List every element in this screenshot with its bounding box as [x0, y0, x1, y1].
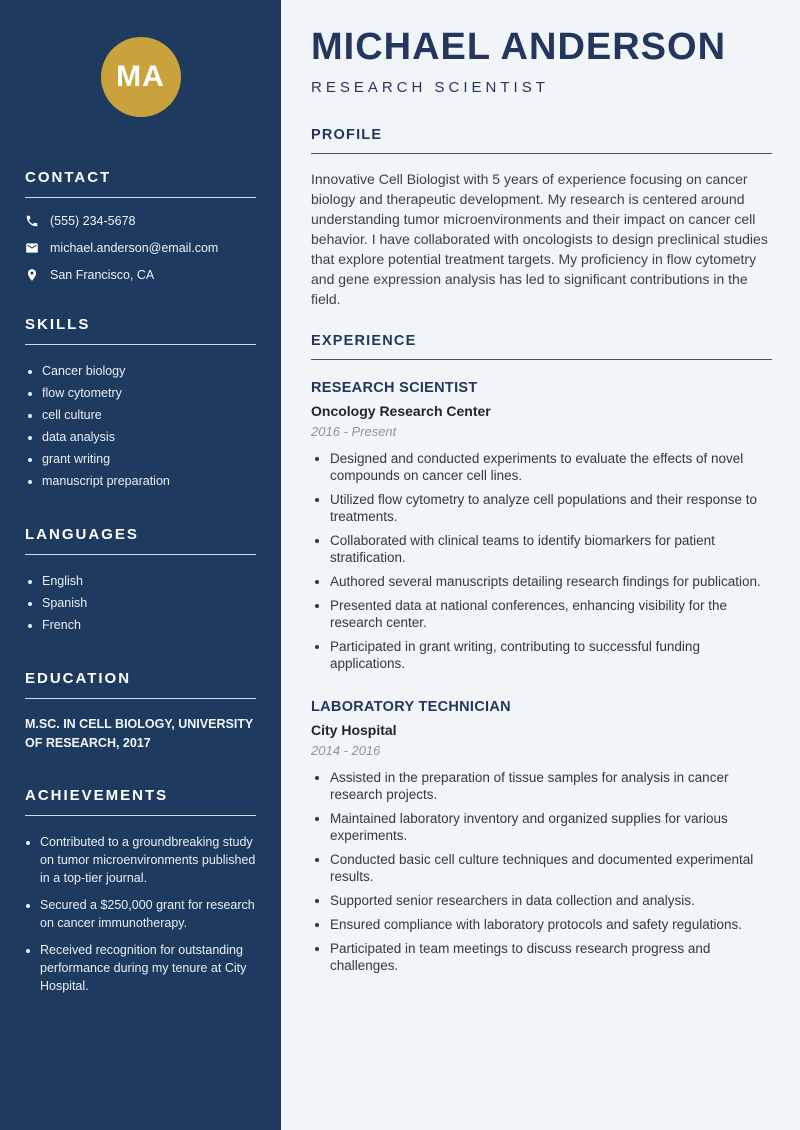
contact-row-phone — [25, 214, 256, 228]
contact-section — [25, 169, 256, 282]
contact-location: San Francisco, CA — [50, 268, 155, 282]
job-title: LABORATORY TECHNICIAN — [311, 698, 511, 715]
contact-row-email — [25, 241, 256, 255]
contact-email: michael.anderson@email.com — [50, 241, 219, 255]
skills-heading: SKILLS — [25, 316, 256, 345]
job-bullets — [311, 450, 772, 672]
job-bullet: • Authored several manuscripts detailing research findings for publication. — [330, 573, 772, 590]
contact-phone: (555) 234-5678 — [50, 214, 136, 228]
languages-section — [25, 526, 256, 636]
candidate-name: MICHAEL ANDERSON — [311, 26, 727, 68]
job-entry — [311, 699, 772, 974]
achievements-list — [25, 833, 256, 995]
phone-icon — [25, 214, 39, 228]
achievement-item: • Secured a $250,000 grant for research on cancer immunotherapy. — [40, 896, 256, 932]
profile-text: Innovative Cell Biologist with 5 years of experience focusing on cancer biology and therapeutic development. My research is centered around understanding tumor microenvironments and their impact on cancer cell behavior. I have collaborated with oncologists to design preclinical studies that explore potential treatment targets. My proficiency in flow cytometry and gene expression analysis has led to significant contributions in the field. — [311, 170, 768, 307]
profile-heading: PROFILE — [311, 127, 772, 154]
contact-heading: CONTACT — [25, 169, 256, 198]
language-item: • French — [42, 614, 256, 636]
profile-section — [311, 127, 772, 309]
job-title: RESEARCH SCIENTIST — [311, 379, 478, 396]
contact-row-location — [25, 268, 256, 282]
job-bullet: • Participated in grant writing, contributing to successful funding applications. — [330, 638, 772, 672]
achievement-item: • Received recognition for outstanding performance during my tenure at City Hospital. — [40, 941, 256, 995]
job-bullet: • Assisted in the preparation of tissue samples for analysis in cancer research projects. — [330, 769, 772, 803]
skills-list — [25, 360, 256, 492]
job-company: City Hospital — [311, 721, 397, 738]
education-section — [25, 670, 256, 753]
skill-item: • data analysis — [42, 426, 256, 448]
location-icon — [25, 268, 39, 282]
job-dates: 2016 - Present — [311, 423, 397, 439]
candidate-title: RESEARCH SCIENTIST — [311, 78, 549, 96]
job-entry — [311, 380, 772, 672]
main-content — [281, 0, 800, 1130]
skill-item: • cell culture — [42, 404, 256, 426]
achievement-item: • Contributed to a groundbreaking study on tumor microenvironments published in a top-tier journal. — [40, 833, 256, 887]
education-detail: M.SC. IN CELL BIOLOGY, UNIVERSITY OF RESEARCH, 2017 — [25, 717, 254, 750]
experience-section — [311, 333, 772, 974]
experience-heading: EXPERIENCE — [311, 333, 772, 360]
job-bullet: • Participated in team meetings to discuss research progress and challenges. — [330, 940, 772, 974]
avatar-initials: MA — [116, 60, 165, 93]
avatar — [101, 37, 181, 117]
job-bullet: • Designed and conducted experiments to evaluate the effects of novel compounds on cancer cell lines. — [330, 450, 772, 484]
job-bullet: • Maintained laboratory inventory and organized supplies for various experiments. — [330, 810, 772, 844]
contact-list — [25, 214, 256, 282]
skill-item: • Cancer biology — [42, 360, 256, 382]
job-bullets — [311, 769, 772, 974]
job-dates: 2014 - 2016 — [311, 742, 381, 758]
education-heading: EDUCATION — [25, 670, 256, 699]
job-bullet: • Conducted basic cell culture techniques and documented experimental results. — [330, 851, 772, 885]
language-item: • Spanish — [42, 592, 256, 614]
skill-item: • grant writing — [42, 448, 256, 470]
skills-section — [25, 316, 256, 492]
job-company: Oncology Research Center — [311, 402, 491, 419]
email-icon — [25, 241, 39, 255]
languages-list — [25, 570, 256, 636]
skill-item: • manuscript preparation — [42, 470, 256, 492]
job-bullet: • Utilized flow cytometry to analyze cell populations and their response to treatments. — [330, 491, 772, 525]
skill-item: • flow cytometry — [42, 382, 256, 404]
job-bullet: • Collaborated with clinical teams to identify biomarkers for patient stratification. — [330, 532, 772, 566]
languages-heading: LANGUAGES — [25, 526, 256, 555]
achievements-heading: ACHIEVEMENTS — [25, 787, 256, 816]
job-bullet: • Ensured compliance with laboratory protocols and safety regulations. — [330, 916, 772, 933]
sidebar — [0, 0, 281, 1130]
job-bullet: • Supported senior researchers in data collection and analysis. — [330, 892, 772, 909]
achievements-section — [25, 787, 256, 995]
language-item: • English — [42, 570, 256, 592]
job-bullet: • Presented data at national conferences, enhancing visibility for the research center. — [330, 597, 772, 631]
